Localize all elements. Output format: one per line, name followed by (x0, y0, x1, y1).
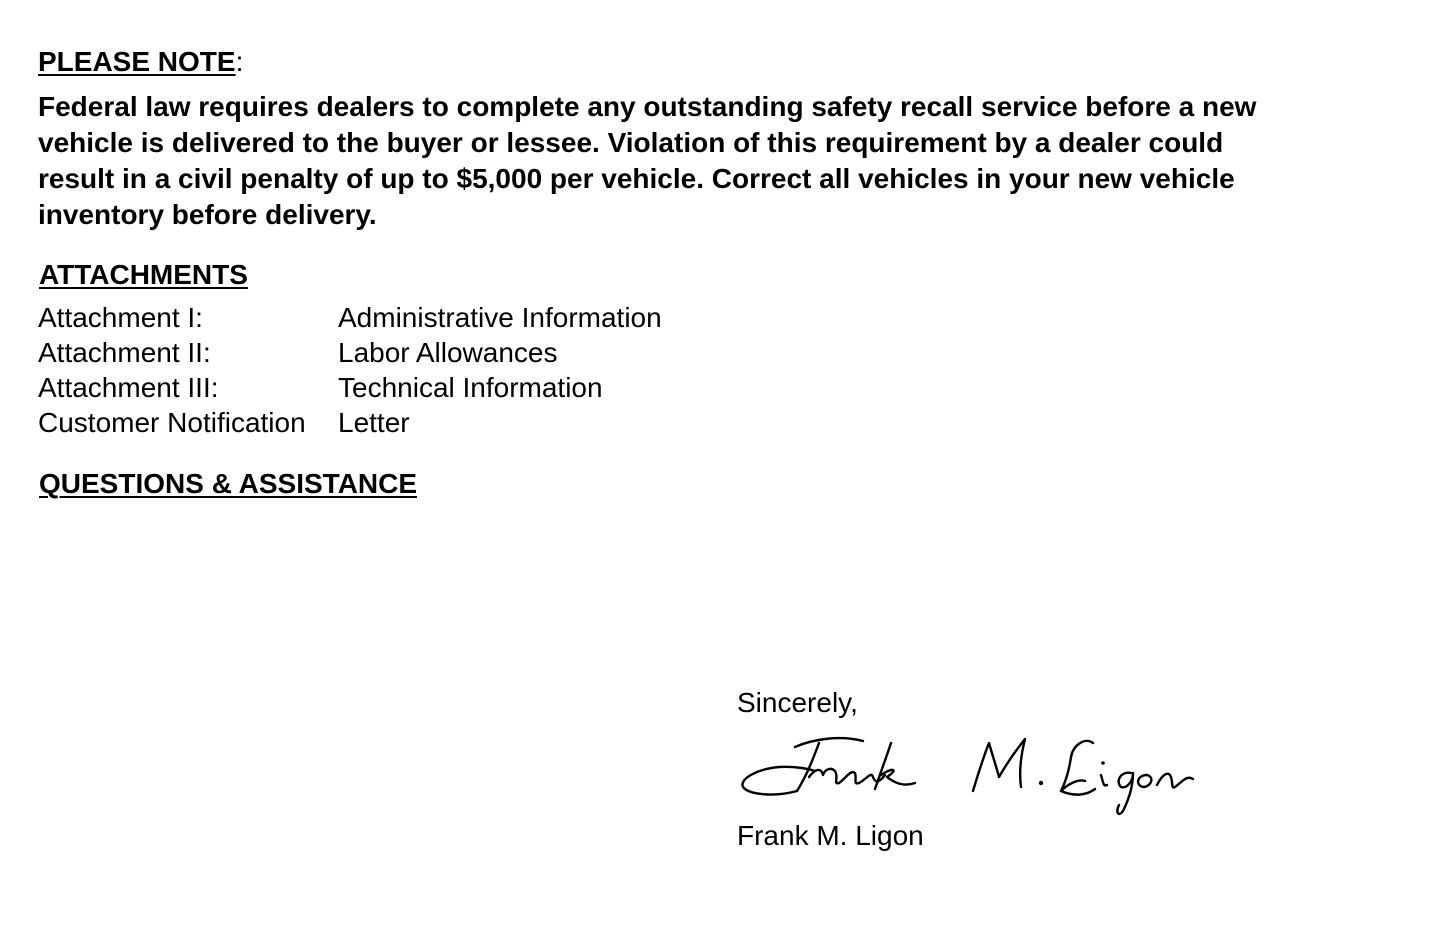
attachment-label: Customer Notification (38, 407, 306, 438)
note-line: inventory before delivery. (38, 199, 377, 230)
note-line: Federal law requires dealers to complete any outstanding safety recall service before a new (38, 91, 1257, 122)
note-line: vehicle is delivered to the buyer or lessee. Violation of this requirement by a dealer could (38, 127, 1224, 158)
attachment-label: Attachment III: (38, 372, 219, 403)
handwritten-signature (735, 725, 1205, 820)
attachments-heading: ATTACHMENTS (39, 259, 248, 290)
please-note-title: PLEASE NOTE (38, 46, 236, 77)
attachment-description: Letter (338, 407, 410, 438)
attachment-label: Attachment II: (38, 337, 211, 368)
attachment-description: Labor Allowances (338, 337, 558, 368)
please-note-heading (38, 44, 243, 80)
closing-salutation: Sincerely, (737, 687, 858, 718)
please-note-body (38, 89, 1413, 233)
note-line: result in a civil penalty of up to $5,000 per vehicle. Correct all vehicles in your new vehicle (38, 163, 1235, 194)
attachment-description: Administrative Information (338, 302, 662, 333)
questions-assistance-heading: QUESTIONS & ASSISTANCE (39, 468, 418, 499)
attachment-description: Technical Information (338, 372, 603, 403)
signer-name: Frank M. Ligon (737, 820, 924, 851)
please-note-colon: : (235, 46, 244, 77)
attachment-label: Attachment I: (38, 302, 203, 333)
